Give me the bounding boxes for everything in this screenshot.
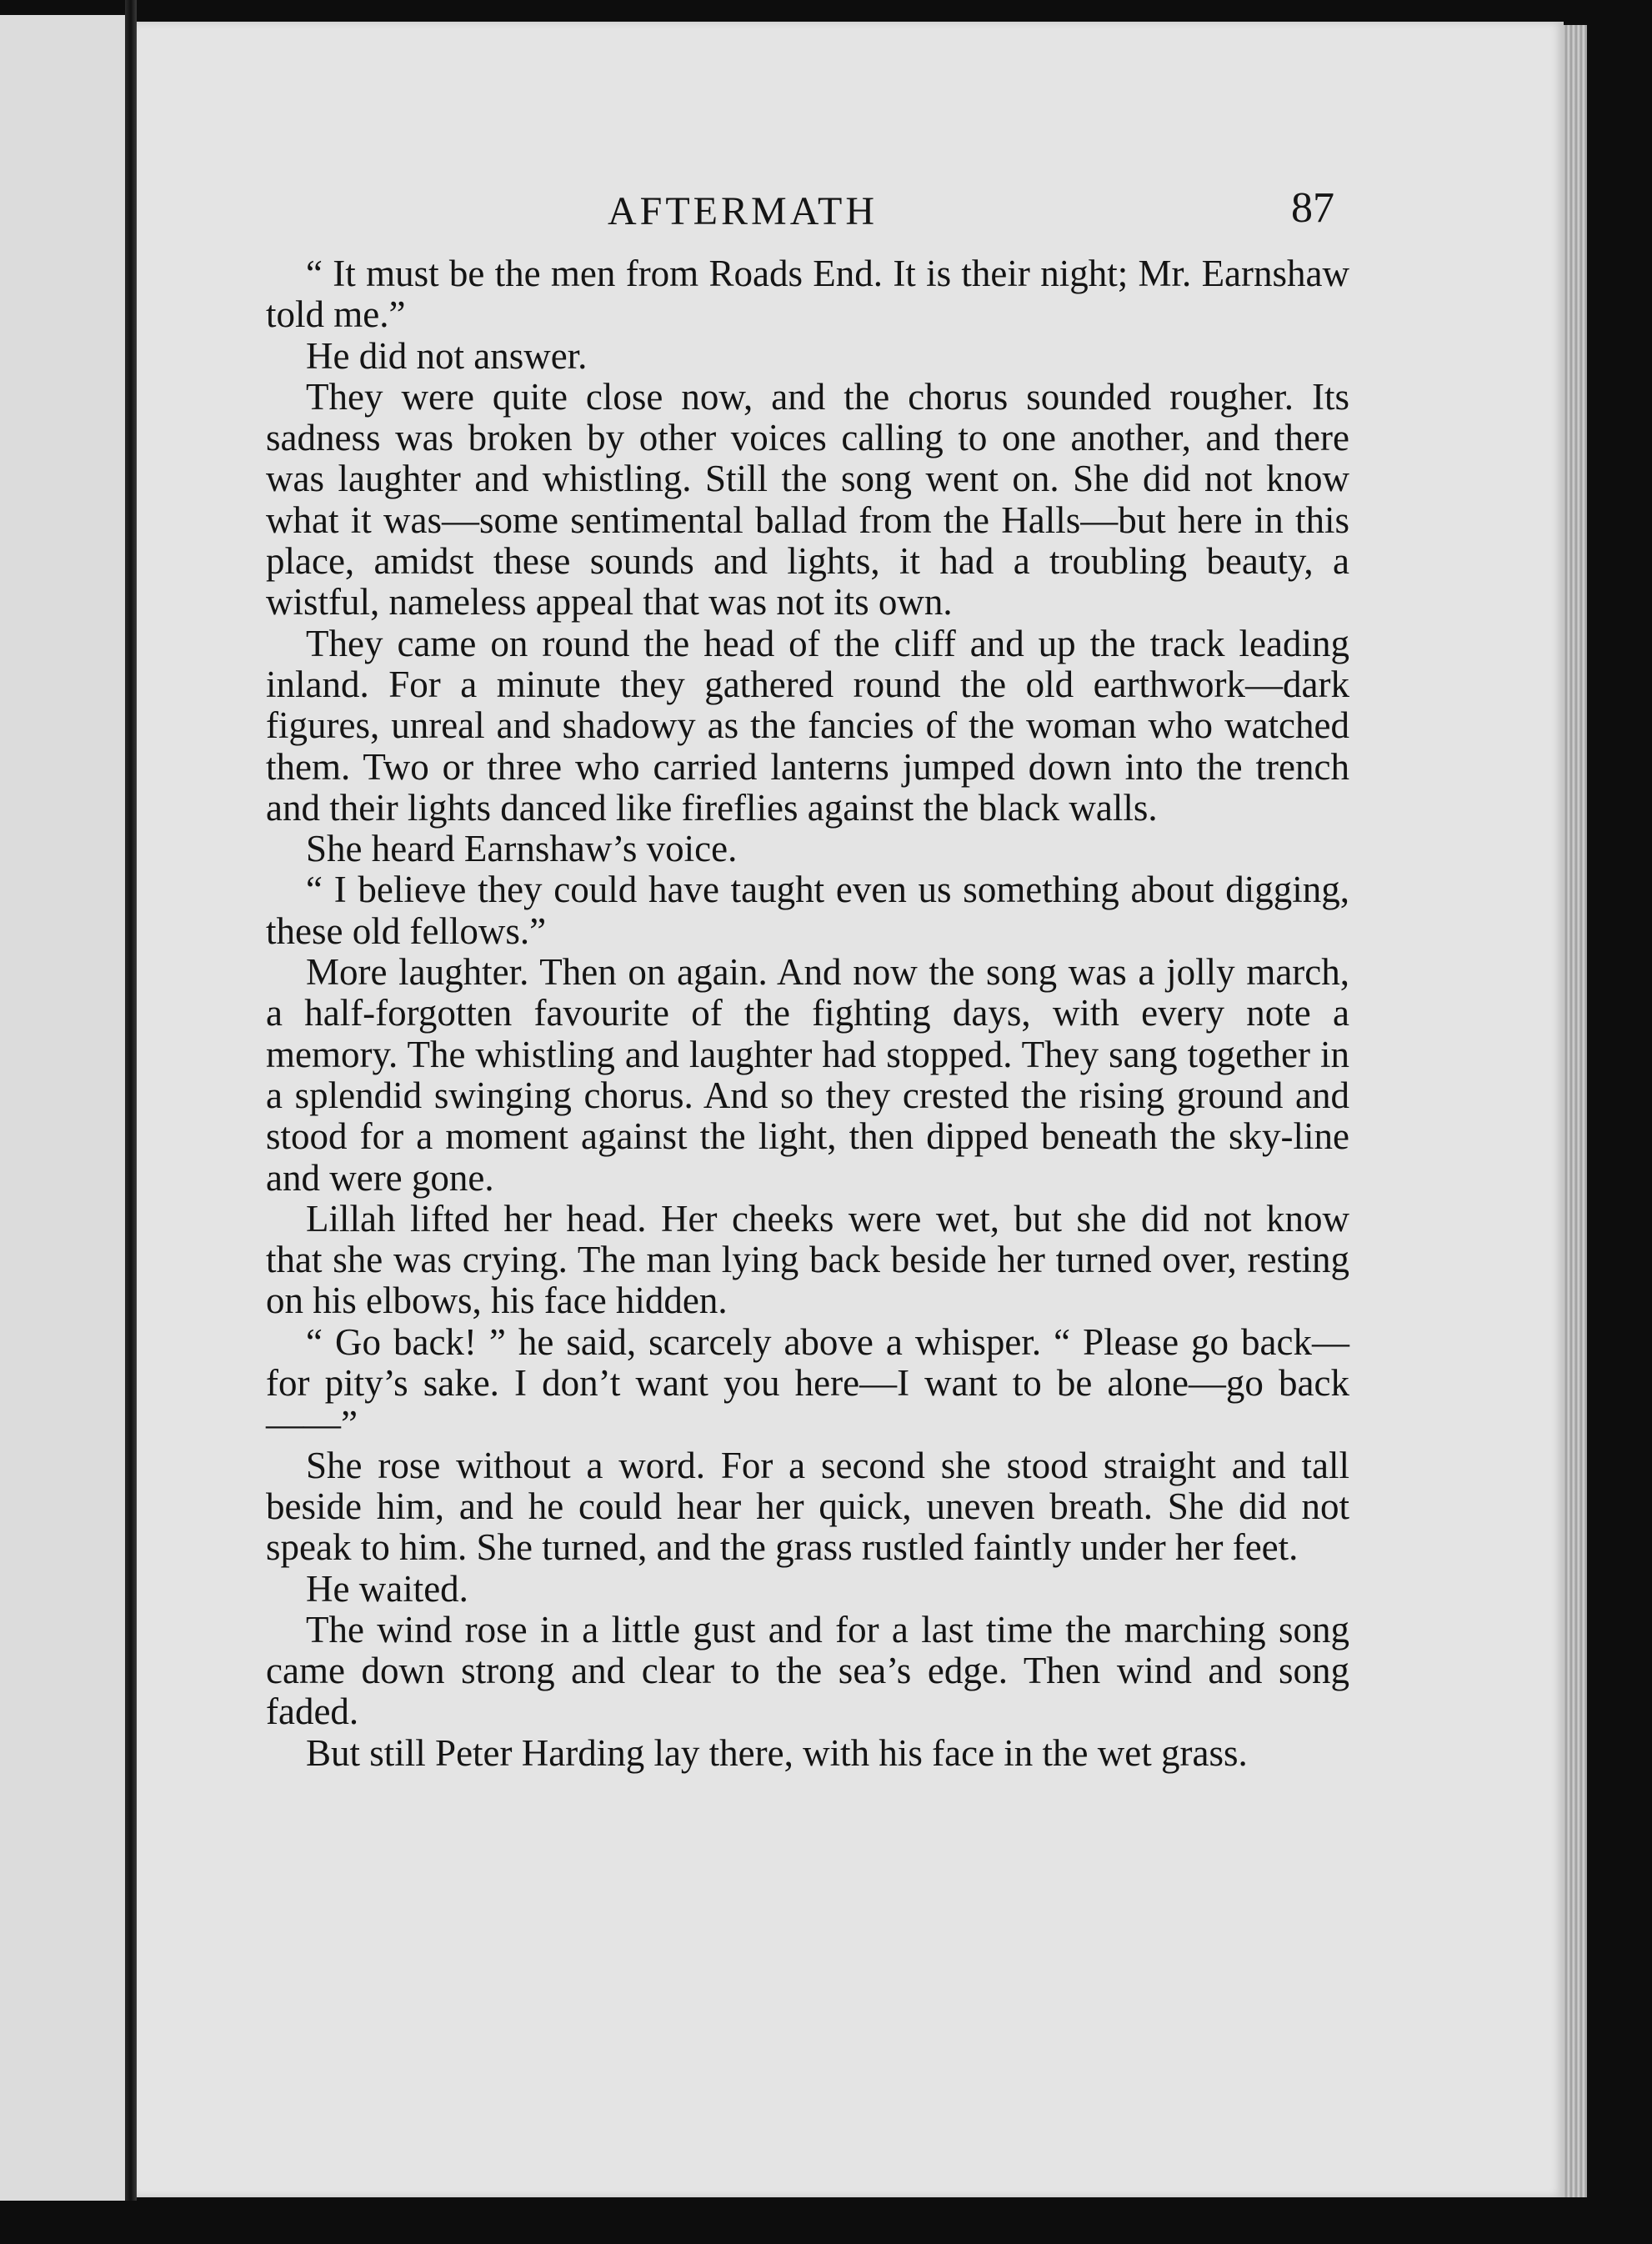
- paragraph: “ It must be the men from Roads End. It is their night; Mr. Earnshaw told me.”: [266, 253, 1349, 336]
- facing-page-edge: [0, 15, 125, 2207]
- scan-border: [0, 2201, 1652, 2244]
- paragraph: “ I believe they could have taught even us something about digging, these old fellows.”: [266, 869, 1349, 952]
- page-stack-edge: [1564, 25, 1587, 2197]
- paragraph: But still Peter Harding lay there, with his face in the wet grass.: [306, 1731, 1248, 1774]
- paragraph: They came on round the head of the cliff and up the track leading inland. For a minute they gathered round the old earthwork—dark figures, unreal and shadowy as the fancies of the woman who watched them. Two or three who carried lanterns jumped down into the trench and their lights danced like fireflies against the black walls.: [266, 622, 1349, 829]
- body-text: [266, 253, 1349, 1774]
- paragraph: She heard Earnshaw’s voice.: [306, 828, 738, 870]
- paragraph: “ Go back! ” he said, scarcely above a whisper. “ Please go back—for pity’s sake. I don’t want you here—I want to be alone—go back——”: [266, 1320, 1349, 1445]
- paragraph: More laughter. Then on again. And now the song was a jolly march, a half-forgotten favourite of the fighting days, with every note a memory. The whistling and laughter had stopped. They sang together in a splendid swinging chorus. And so they crested the rising ground and stood for a moment against the light, then dipped beneath the sky-line and were gone.: [266, 951, 1349, 1199]
- page-number: 87: [1291, 184, 1334, 232]
- paragraph: Lillah lifted her head. Her cheeks were wet, but she did not know that she was crying. The man lying back beside her turned over, resting on his elbows, his face hidden.: [266, 1197, 1349, 1322]
- paragraph: She rose without a word. For a second she stood straight and tall beside him, and he could hear her quick, uneven breath. She did not speak to him. She turned, and the grass rustled faintly under her feet.: [266, 1444, 1349, 1569]
- book-page: [137, 22, 1564, 2197]
- running-head: [137, 184, 1564, 247]
- book-gutter: [125, 0, 137, 2244]
- paragraph: They were quite close now, and the chorus sounded rougher. Its sadness was broken by other voices calling to one another, and there was laughter and whistling. Still the song went on. She did not know what it was—some sentimental ballad from the Halls—but here in this place, amidst these sounds and lights, it had a troubling beauty, a wistful, nameless appeal that was not its own.: [266, 375, 1349, 624]
- paragraph: He waited.: [306, 1567, 468, 1610]
- paragraph: He did not answer.: [306, 334, 588, 377]
- running-title: AFTERMATH: [608, 189, 879, 233]
- paragraph: The wind rose in a little gust and for a last time the marching song came down strong and clear to the sea’s edge. Then wind and song faded.: [266, 1608, 1349, 1733]
